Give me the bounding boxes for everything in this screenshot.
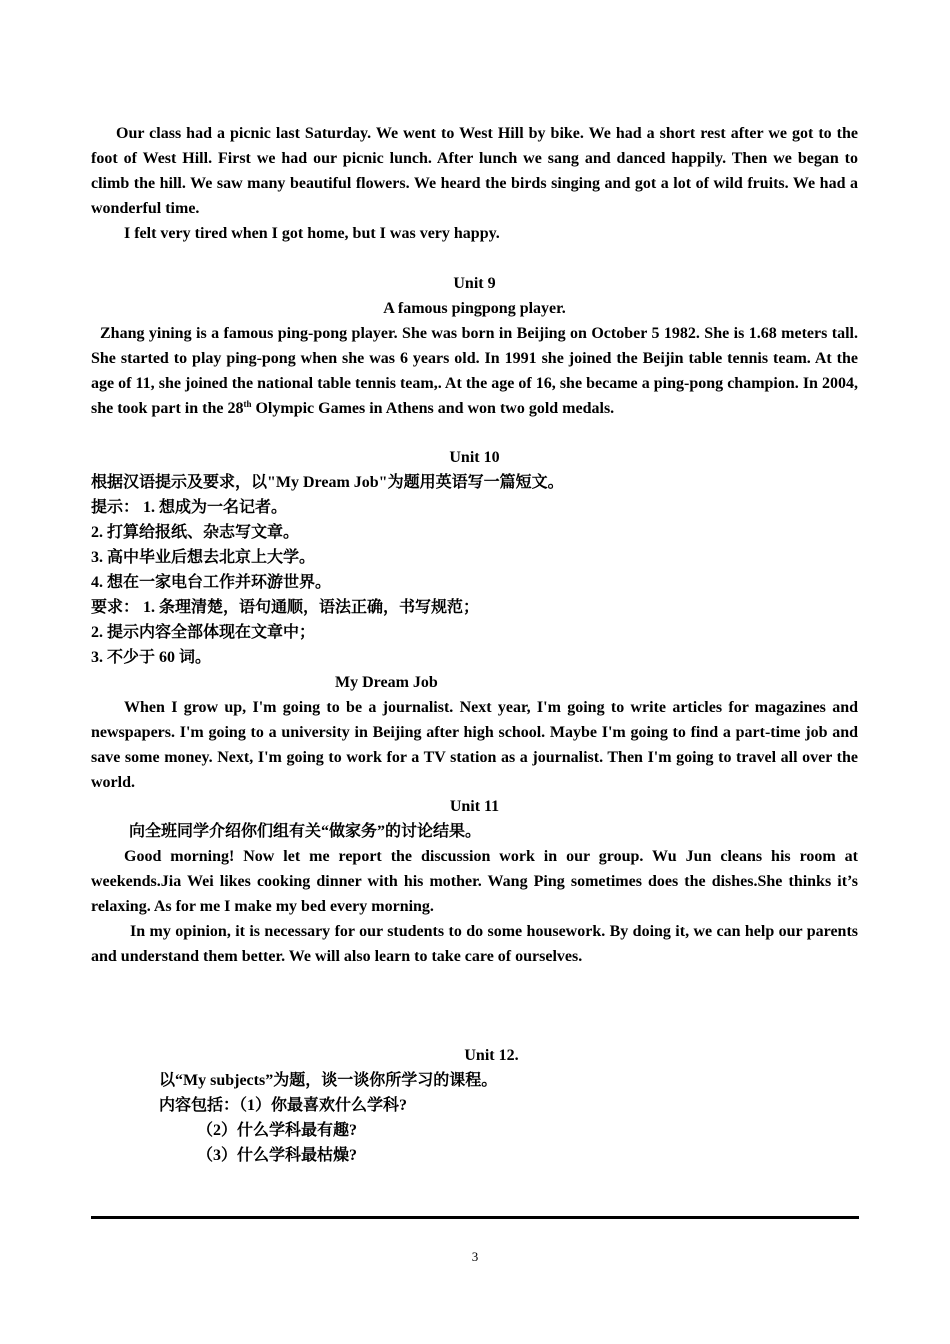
unit10-hint: 3. 高中毕业后想去北京上大学。 bbox=[91, 549, 316, 566]
unit12-topic: 以“My subjects”为题，谈一谈你所学习的课程。 bbox=[159, 1072, 498, 1089]
unit9-body-text: Zhang yining is a famous ping-pong player. She was born in Beijing on October 5 1982. She is 1.68 meters tall. She started to play ping-pong when she was 6 years old. In 1991 she joined the Beijin table tennis team. At the age of 11, she joined the national table tennis team,. At the age of 16, she became a ping-pong champion. In 2004, she took part in the 28 bbox=[91, 325, 858, 417]
ordinal-suffix: th bbox=[243, 399, 252, 409]
essay-title: My Dream Job bbox=[335, 674, 438, 691]
unit11-paragraph-1: Good morning! Now let me report the discussion work in our group. Wu Jun cleans his room at weekends.Jia Wei likes cooking dinner with his mother. Wang Ping sometimes does the dishes.She thinks it’s relaxing. As for me I make my bed every morning. bbox=[91, 848, 858, 915]
unit9-heading: Unit 9 bbox=[453, 275, 496, 292]
unit11-paragraph-2: In my opinion, it is necessary for our students to do some housework. By doing it, we can help our parents and understand them better. We will also learn to take care of ourselves. bbox=[91, 923, 858, 965]
unit11-heading: Unit 11 bbox=[449, 798, 500, 815]
picnic-paragraph-2: I felt very tired when I got home, but I was very happy. bbox=[124, 225, 500, 242]
unit11-section bbox=[91, 794, 858, 969]
unit10-requirement: 要求： 1. 条理清楚，语句通顺，语法正确，书写规范； bbox=[91, 599, 480, 616]
picnic-passage bbox=[91, 121, 858, 246]
unit12-heading: Unit 12. bbox=[464, 1047, 519, 1064]
unit9-title: A famous pingpong player. bbox=[383, 300, 566, 317]
unit10-hint: 2. 打算给报纸、杂志写文章。 bbox=[91, 524, 300, 541]
unit10-heading: Unit 10 bbox=[449, 449, 500, 466]
unit10-section bbox=[91, 445, 858, 795]
unit10-hint: 4. 想在一家电台工作并环游世界。 bbox=[91, 574, 332, 591]
unit10-requirement: 3. 不少于 60 词。 bbox=[91, 649, 212, 666]
unit12-section bbox=[91, 1043, 858, 1168]
picnic-paragraph-1: Our class had a picnic last Saturday. We went to West Hill by bike. We had a short rest after we got to the foot of West Hill. First we had our picnic lunch. After lunch we sang and danced happily. Then we began to climb the hill. We saw many beautiful flowers. We heard the birds singing and got a lot of wild fruits. We had a wonderful time. bbox=[91, 125, 858, 217]
unit10-instruction: 根据汉语提示及要求，以"My Dream Job"为题用英语写一篇短文。 bbox=[91, 474, 564, 491]
footer-rule bbox=[91, 1216, 859, 1219]
essay-paragraph: When I grow up, I'm going to be a journalist. Next year, I'm going to write articles for magazines and newspapers. I'm going to a university in Beijing after high school. Maybe I'm going to find a part-time job and save some money. Next, I'm going to work for a TV station as a journalist. Then I'm going to travel all over the world. bbox=[91, 699, 858, 791]
unit12-content-line: 内容包括：（1）你最喜欢什么学科? bbox=[159, 1097, 408, 1114]
unit9-section bbox=[91, 271, 858, 421]
unit12-content-line: （3）什么学科最枯燥? bbox=[197, 1147, 358, 1164]
unit11-instruction: 向全班同学介绍你们组有关“做家务”的讨论结果。 bbox=[129, 823, 482, 840]
unit9-paragraph bbox=[91, 321, 858, 421]
unit10-hint: 提示： 1. 想成为一名记者。 bbox=[91, 499, 288, 516]
unit12-content-line: （2）什么学科最有趣? bbox=[197, 1122, 358, 1139]
page-number: 3 bbox=[471, 1249, 479, 1264]
unit10-requirement: 2. 提示内容全部体现在文章中； bbox=[91, 624, 316, 641]
unit9-body-tail: Olympic Games in Athens and won two gold medals. bbox=[251, 400, 615, 417]
